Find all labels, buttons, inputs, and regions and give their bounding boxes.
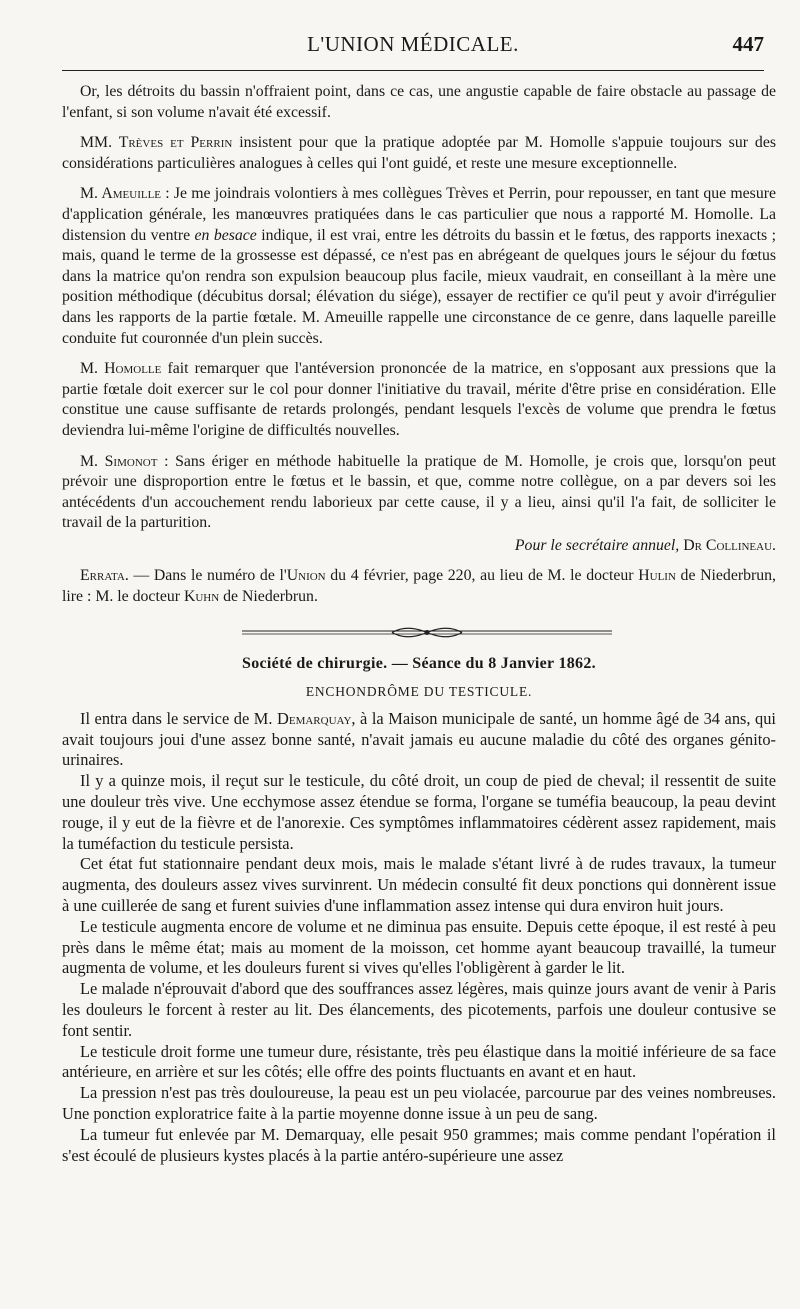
case-paragraph: La pression n'est pas très douloureuse, la peau est un peu violacée, parcourue par des veines nombreuses. Une ponction exploratrice faite à la partie moyenne donne issue à un peu de sang. bbox=[62, 1083, 776, 1123]
paragraph-ameuille: M. Ameuille : Je me joindrais volontiers à mes collègues Trèves et Perrin, pour repousser, en tant que mesure d'application générale, les manœuvres pratiquées dans le cas particulier que nous a rapporté M. Homolle. La distension du ventre en besace indique, il est vrai, entre les détroits du bassin et le fœtus, des rapports inexacts ; mais, quand le terme de la grossesse est dépassé, ce n'est pas en abrégeant de quelques jours le séjour du fœtus dans la matrice qu'on rendra son expulsion beaucoup plus facile, mieux vaudrait, en conseillant à la mère une position méthodique (décubitus dorsal; élévation du siége), essayer de rectifier ce qu'il peut y avoir d'irrégulier dans les rapports de la partie fœtale. M. Ameuille rappelle une circonstance de ce genre, dans laquelle pareille conduite fut couronnée d'un plein succès. bbox=[62, 185, 777, 347]
case-paragraph: Il entra dans le service de M. Demarquay, à la Maison municipale de santé, un homme âgé de 34 ans, qui avait toujours joui d'une assez bonne santé, n'avait jamais eu aucune maladie du côté des organes génito-urinaires. bbox=[62, 708, 776, 770]
case-report bbox=[62, 709, 776, 1167]
case-paragraph: Il y a quinze mois, il reçut sur le testicule, du côté droit, un coup de pied de cheval; il ressentit de suite une douleur très vive. Une ecchymose assez étendue se forma, l'organe se tuméfia beaucoup, la peau devint rouge, il y eut de la fièvre et de l'anorexie. Ces symptômes inflammatoires cédèrent assez rapidement, mais la tuméfaction du testicule persista. bbox=[62, 771, 776, 853]
paragraph-detroits: Or, les détroits du bassin n'offraient point, dans ce cas, une angustie capable de faire obstacle au passage de l'enfant, si son volume n'avait été excessif. bbox=[62, 83, 776, 121]
speaker-name: M. Homolle bbox=[80, 360, 162, 378]
header-rule bbox=[62, 70, 764, 71]
ornament-divider bbox=[62, 622, 776, 644]
paragraph-homolle: M. Homolle fait remarquer que l'antéversion prononcée de la matrice, en s'opposant aux pressions que la partie fœtale doit exercer sur le col pour donner l'initiative du travail, mérite d'être prise en considération. Elle constitue une cause suffisante de retards prolongés, pendant lesquels l'excès de volume que prendra le fœtus deviendra lui-même l'origine de difficultés nouvelles. bbox=[62, 360, 776, 439]
case-paragraph: Cet état fut stationnaire pendant deux mois, mais le malade s'étant livré à de rudes travaux, la tumeur augmenta, des douleurs assez vives survinrent. Un médecin consulté fit deux ponctions qui donnèrent issue à une cuillerée de sang et furent suivies d'une inflammation assez intense qui dura environ huit jours. bbox=[62, 854, 776, 916]
secretary-signature: Pour le secrétaire annuel, Dr Collineau. bbox=[514, 536, 776, 554]
speaker-name: MM. Trèves et Perrin bbox=[80, 134, 233, 152]
page-header bbox=[62, 32, 764, 68]
article-body bbox=[62, 82, 776, 1166]
case-paragraph: Le testicule augmenta encore de volume et ne diminua pas ensuite. Depuis cette époque, il est resté à peu près dans le même état; mais au moment de la moisson, cet homme ayant beaucoup travaillé, la tumeur augmenta de volume, et les douleurs furent si vives qu'elles l'obligèrent à garder le lit. bbox=[62, 916, 776, 978]
errata-note: Errata. — Dans le numéro de l'Union du 4 février, page 220, au lieu de M. le docteur Hulin de Niederbrun, lire : M. le docteur Kuhn de Niederbrun. bbox=[62, 567, 776, 606]
paragraph-simonot: M. Simonot : Sans ériger en méthode habituelle la pratique de M. Homolle, je crois que, lorsqu'on peut prévoir une disproportion entre le fœtus et le bassin, et que, comme notre collègue, on a par devers soi les antécédents d'un accouchement rendu laborieux par cette cause, il y a lieu, ainsi qu'il l'a fait, de solliciter le travail de la parturition. bbox=[62, 452, 776, 532]
case-paragraph: La tumeur fut enlevée par M. Demarquay, elle pesait 950 grammes; mais comme pendant l'opération il s'est écoulé de plusieurs kystes placés à la partie antéro-supérieure une assez bbox=[62, 1124, 776, 1165]
case-paragraph: Le malade n'éprouvait d'abord que des souffrances assez légères, mais quinze jours avant de venir à Paris les douleurs le forcent à rester au lit. Des élancements, des picotements, parfois une douleur contusive se font sentir. bbox=[62, 979, 776, 1040]
speaker-name: M. Simonot : bbox=[80, 452, 169, 470]
article-title: ENCHONDRÔME DU TESTICULE. bbox=[305, 684, 533, 700]
page-number: 447 bbox=[732, 32, 764, 56]
case-paragraph: Le testicule droit forme une tumeur dure, résistante, très peu élastique dans la moitié inférieure de sa face antérieure, en arrière et sur les côtés; elle offre des points fluctuants en avant et en haut. bbox=[62, 1041, 776, 1082]
paragraph-treves-perrin: MM. Trèves et Perrin insistent pour que la pratique adoptée par M. Homolle s'appuie toujours sur des considérations particulières analogues à celles qui l'ont guidé, et reste une mesure exceptionnelle. bbox=[62, 134, 776, 172]
running-title: L'UNION MÉDICALE. bbox=[307, 32, 519, 56]
ornamental-divider-icon bbox=[242, 622, 612, 642]
speaker-name: M. Ameuille : bbox=[80, 185, 170, 203]
section-heading: Société de chirurgie. — Séance du 8 Janvier 1862. bbox=[242, 654, 596, 672]
